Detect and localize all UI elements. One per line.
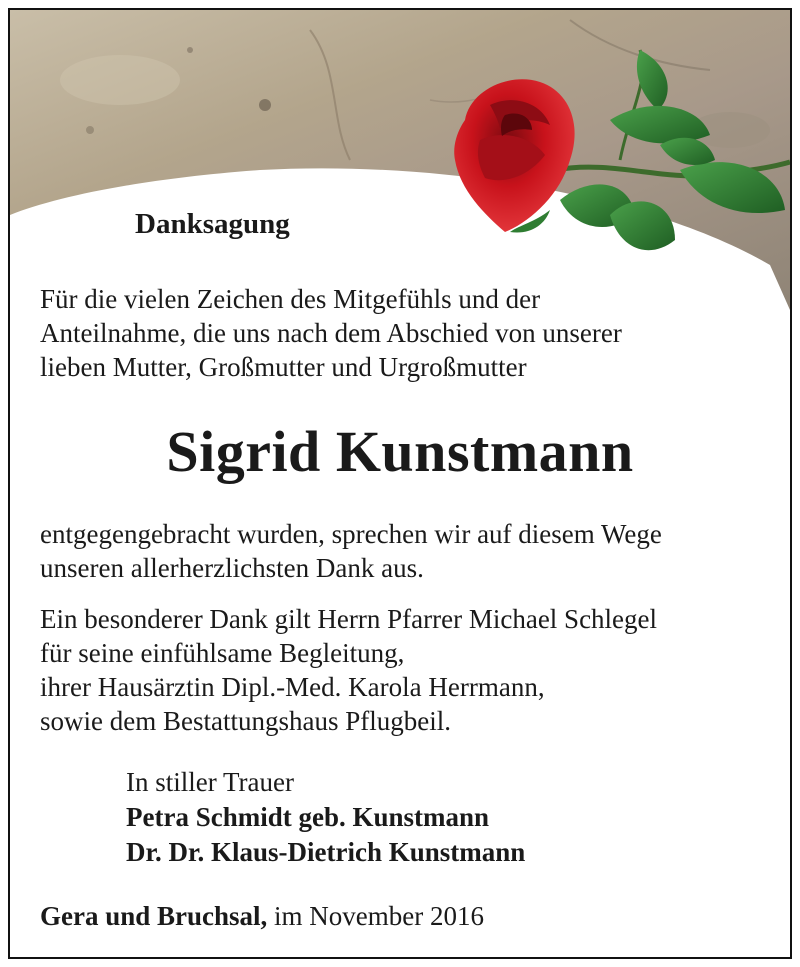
date: im November 2016	[274, 901, 485, 931]
thanks-line: entgegengebracht wurden, sprechen wir auf diesem Wege	[40, 519, 662, 549]
intro-line: Für die vielen Zeichen des Mitgefühls und der	[40, 284, 541, 314]
intro-line: Anteilnahme, die uns nach dem Abschied von unserer	[40, 318, 622, 348]
place: Gera und Bruchsal,	[40, 901, 268, 931]
heading: Danksagung	[135, 208, 290, 240]
obituary-card	[8, 8, 792, 959]
thanks-line: unseren allerherzlichsten Dank aus.	[40, 553, 424, 583]
special-thanks-line: ihrer Hausärztin Dipl.-Med. Karola Herrmann,	[40, 672, 545, 702]
notice-text	[10, 10, 790, 957]
intro-line: lieben Mutter, Großmutter und Urgroßmutter	[40, 352, 527, 382]
signatory: Dr. Dr. Klaus-Dietrich Kunstmann	[126, 837, 526, 867]
mourning-label: In stiller Trauer	[126, 767, 294, 797]
place-date	[40, 900, 484, 932]
deceased-name: Sigrid Kunstmann	[166, 419, 634, 484]
signatory: Petra Schmidt geb. Kunstmann	[126, 802, 490, 832]
special-thanks-line: sowie dem Bestattungshaus Pflugbeil.	[40, 706, 451, 736]
special-thanks-line: für seine einfühlsame Begleitung,	[40, 638, 405, 668]
special-thanks-line: Ein besonderer Dank gilt Herrn Pfarrer Michael Schlegel	[40, 604, 658, 634]
